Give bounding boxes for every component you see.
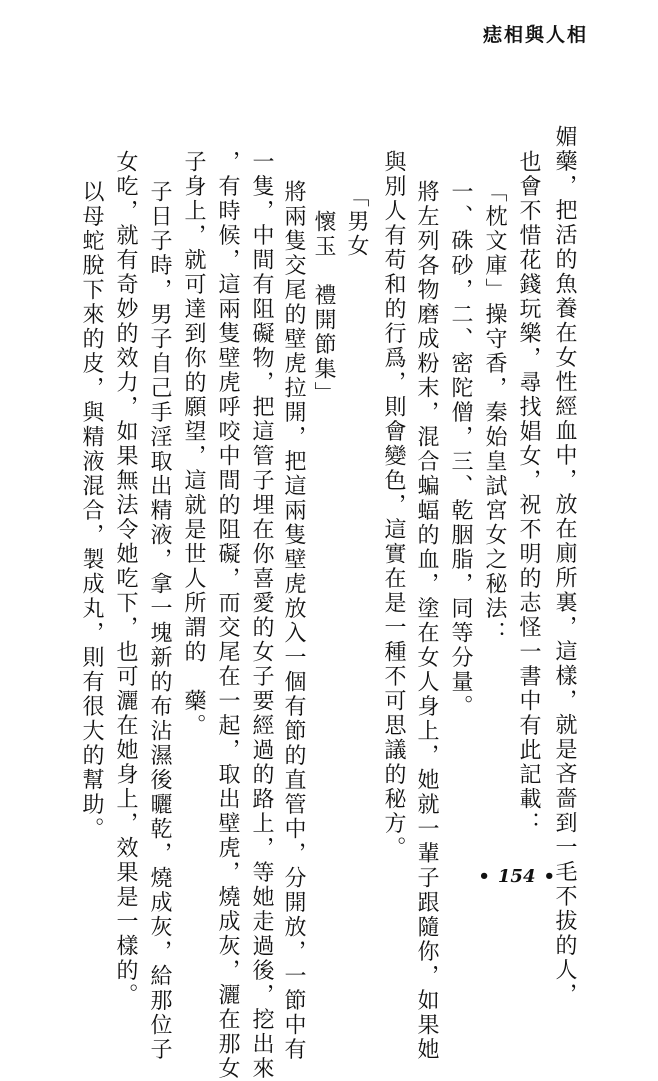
page-dot-right: • [543, 866, 555, 887]
text-column: 媚藥，把活的魚養在女性經血中，放在廁所裏，這樣，就是吝嗇到一毛不拔的人， [552, 125, 577, 1007]
page-dot-left: • [478, 866, 490, 887]
text-column: 一隻，中間有阻礙物，把這管子埋在你喜愛的女子要經過的路上，等她走過後，挖出來 [249, 150, 274, 1081]
text-column: 子日子時，男子自己手淫取出精液，拿一塊新的布沾濕後曬乾，燒成灰，給那位子 [147, 180, 172, 1062]
running-head: 痣相與人相 [482, 24, 588, 46]
text-column: 也會不惜花錢玩樂，尋找娼女，祝不明的志怪一書中有此記載： [516, 150, 541, 836]
text-column: 將兩隻交尾的壁虎拉開，把這兩隻壁虎放入一個有節的直管中，分開放，一節中有 [281, 180, 306, 1062]
text-column: 將左列各物磨成粉末，混合蝙蝠的血，塗在女人身上，她就一輩子跟隨你，如果她 [414, 180, 439, 1062]
text-column: 「男女 [344, 185, 369, 259]
text-column: 子身上，就可達到你的願望，這就是世人所謂的 藥。 [181, 150, 206, 738]
text-column: 「枕文庫」操守香，秦始皇試宮女之秘法： [482, 180, 507, 646]
text-column: 以母蛇脫下來的皮，與精液混合，製成丸，則有很大的幫助。 [79, 180, 104, 842]
text-column: 一、硃砂，二、密陀僧，三、乾胭脂，同等分量。 [448, 180, 473, 719]
text-column: ，有時候，這兩隻壁虎呼咬中間的阻礙，而交尾在一起，取出壁虎，燒成灰，灑在那女 [215, 150, 240, 1081]
text-column: 與別人有苟和的行爲，則會變色，這實在是一種不可思議的秘方。 [381, 150, 406, 861]
page-number-footer [470, 866, 563, 887]
text-column: 女吃，就有奇妙的效力，如果無法令她吃下，也可灑在她身上，效果是一樣的。 [113, 150, 138, 1008]
page-number: 154 [497, 866, 536, 887]
text-column: 懷玉 禮開節集」 [311, 210, 336, 406]
